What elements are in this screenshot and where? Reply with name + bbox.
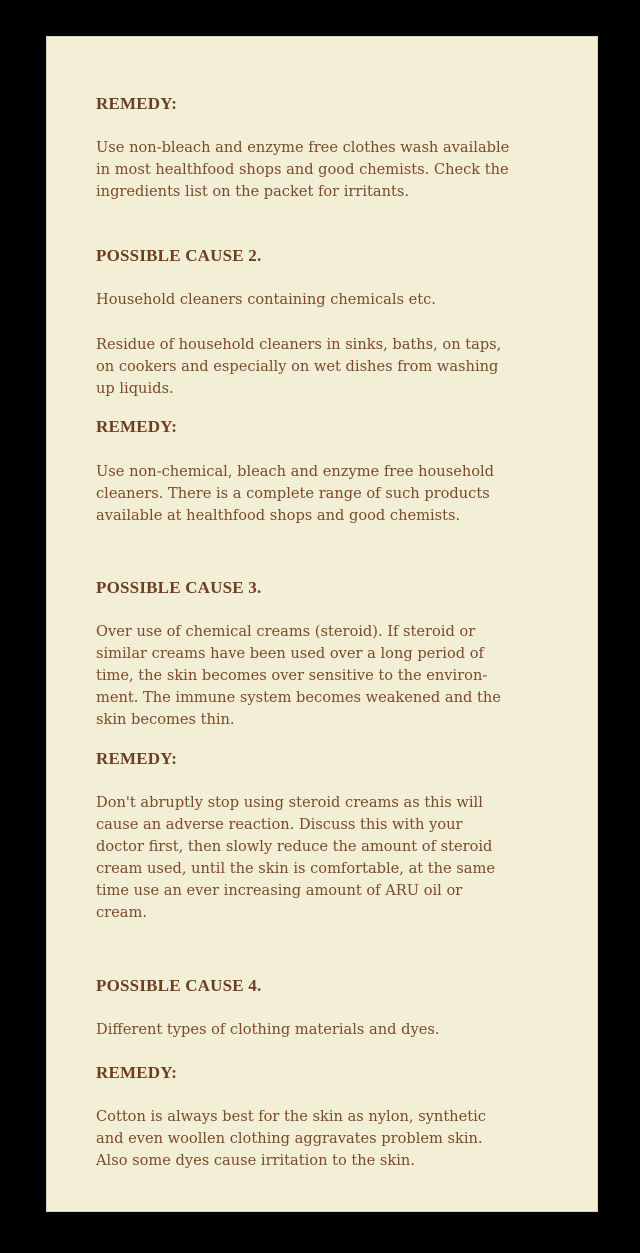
remedy-4-heading: REMEDY: (96, 1063, 178, 1082)
remedy-3-heading: REMEDY: (96, 749, 178, 768)
text-line: ment. The immune system becomes weakened and the (96, 689, 501, 706)
text-line: Residue of household cleaners in sinks, baths, on taps, (96, 336, 502, 353)
text-line: time use an ever increasing amount of ARU oil or (96, 882, 463, 899)
remedy-2-heading: REMEDY: (96, 417, 178, 436)
text-line: doctor first, then slowly reduce the amount of steroid (96, 838, 493, 855)
remedy-1-heading: REMEDY: (96, 94, 178, 113)
text-line: skin becomes thin. (96, 711, 235, 728)
text-line: Different types of clothing materials and dyes. (96, 1021, 440, 1038)
text-line: cream used, until the skin is comfortable, at the same (96, 860, 495, 877)
leaflet-page (46, 36, 598, 1212)
text-line: Use non-chemical, bleach and enzyme free household (96, 463, 495, 480)
remedy-4-text (96, 1106, 542, 1172)
text-line: in most healthfood shops and good chemists. Check the (96, 161, 509, 178)
text-line: similar creams have been used over a long period of (96, 645, 484, 662)
text-line: and even woollen clothing aggravates problem skin. (96, 1130, 483, 1147)
text-line: up liquids. (96, 380, 174, 397)
cause-4-text (96, 1019, 542, 1041)
text-line: Use non-bleach and enzyme free clothes wash available (96, 139, 510, 156)
text-line: Cotton is always best for the skin as nylon, synthetic (96, 1108, 486, 1125)
cause-2-detail (96, 334, 542, 400)
remedy-1-text (96, 137, 542, 203)
text-line: Also some dyes cause irritation to the skin. (96, 1152, 415, 1169)
possible-cause-2-heading: POSSIBLE CAUSE 2. (96, 246, 262, 265)
remedy-3-text (96, 792, 542, 924)
text-line: cause an adverse reaction. Discuss this with your (96, 816, 463, 833)
text-line: Over use of chemical creams (steroid). If steroid or (96, 623, 476, 640)
possible-cause-4-heading: POSSIBLE CAUSE 4. (96, 976, 262, 995)
remedy-2-text (96, 461, 542, 527)
text-line: cream. (96, 904, 147, 921)
cause-2-summary (96, 289, 542, 311)
text-line: Don't abruptly stop using steroid creams as this will (96, 794, 483, 811)
possible-cause-3-heading: POSSIBLE CAUSE 3. (96, 578, 262, 597)
text-line: on cookers and especially on wet dishes from washing (96, 358, 499, 375)
text-line: available at healthfood shops and good chemists. (96, 507, 461, 524)
text-line: ingredients list on the packet for irritants. (96, 183, 409, 200)
cause-3-text (96, 621, 542, 731)
text-line: time, the skin becomes over sensitive to the environ- (96, 667, 488, 684)
text-line: cleaners. There is a complete range of such products (96, 485, 490, 502)
text-line: Household cleaners containing chemicals etc. (96, 291, 436, 308)
